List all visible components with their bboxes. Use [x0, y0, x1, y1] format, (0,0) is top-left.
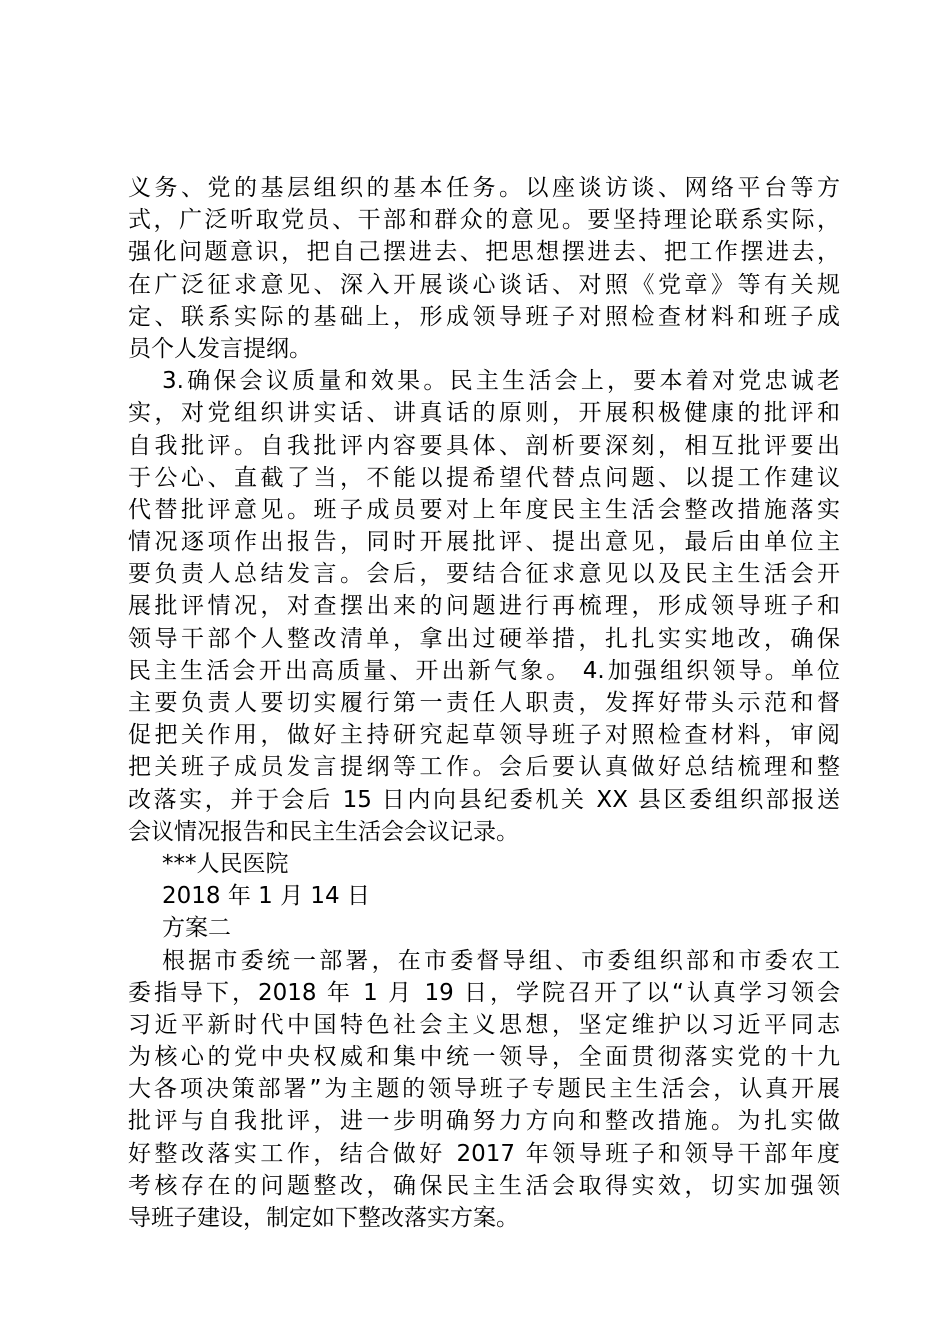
text-line: 方案二: [162, 915, 231, 942]
paragraph: [128, 880, 840, 912]
text-line: 民主生活会开出高质量、开出新气象。 4.加强组织领导。单位: [128, 657, 840, 684]
text-line: 代替批评意见。班子成员要对上年度民主生活会整改措施落实: [128, 496, 840, 523]
text-line: 把关班子成员发言提纲等工作。会后要认真做好总结梳理和整: [128, 754, 840, 781]
text-line: 为核心的党中央权威和集中统一领导，全面贯彻落实党的十九: [128, 1044, 840, 1071]
text-line: 自我批评。自我批评内容要具体、剖析要深刻，相互批评要出: [128, 432, 840, 459]
paragraph: [128, 365, 840, 848]
text-line: 大各项决策部署”为主题的领导班子专题民主生活会，认真开展: [128, 1076, 840, 1103]
text-line: ***人民医院: [162, 850, 289, 877]
text-line: 领导干部个人整改清单，拿出过硬举措，扎扎实实地改，确保: [128, 625, 840, 652]
paragraph: [128, 945, 840, 1235]
text-line: 促把关作用，做好主持研究起草领导班子对照检查材料，审阅: [128, 722, 840, 749]
text-line: 定、联系实际的基础上，形成领导班子对照检查材料和班子成: [128, 303, 840, 330]
paragraph: [128, 912, 840, 944]
text-line: 展批评情况，对查摆出来的问题进行再梳理，形成领导班子和: [128, 593, 840, 620]
text-line: 员个人发言提纲。: [128, 335, 312, 362]
text-line: 于公心、直截了当，不能以提希望代替点问题、以提工作建议: [128, 464, 840, 491]
text-line: 2018 年 1 月 14 日: [162, 883, 370, 910]
text-line: 实，对党组织讲实话、讲真话的原则，开展积极健康的批评和: [128, 400, 840, 427]
text-line: 式，广泛听取党员、干部和群众的意见。要坚持理论联系实际，: [128, 207, 840, 234]
text-line: 批评与自我批评，进一步明确努力方向和整改措施。为扎实做: [128, 1108, 840, 1135]
text-line: 情况逐项作出报告，同时开展批评、提出意见，最后由单位主: [128, 529, 840, 556]
text-line: 会议情况报告和民主生活会会议记录。: [128, 818, 519, 845]
text-line: 根据市委统一部署，在市委督导组、市委组织部和市委农工: [162, 947, 840, 974]
text-line: 考核存在的问题整改，确保民主生活会取得实效，切实加强领: [128, 1172, 840, 1199]
paragraph: [128, 172, 840, 365]
text-line: 义务、党的基层组织的基本任务。以座谈访谈、网络平台等方: [128, 175, 840, 201]
text-line: 主要负责人要切实履行第一责任人职责，发挥好带头示范和督: [128, 690, 840, 716]
text-line: 强化问题意识，把自己摆进去、把思想摆进去、把工作摆进去，: [128, 239, 840, 266]
text-line: 习近平新时代中国特色社会主义思想，坚定维护以习近平同志: [128, 1011, 840, 1038]
text-line: 3.确保会议质量和效果。民主生活会上，要本着对党忠诚老: [162, 368, 840, 395]
text-line: 改落实，并于会后 15 日内向县纪委机关 XX 县区委组织部报送: [128, 786, 840, 813]
text-line: 要负责人总结发言。会后，要结合征求意见以及民主生活会开: [128, 561, 840, 588]
text-line: 在广泛征求意见、深入开展谈心谈话、对照《党章》等有关规: [128, 271, 840, 298]
text-line: 好整改落实工作，结合做好 2017 年领导班子和领导干部年度: [128, 1140, 840, 1167]
text-line: 导班子建设，制定如下整改落实方案。: [128, 1205, 519, 1231]
text-line: 委指导下，2018 年 1 月 19 日，学院召开了以“认真学习领会: [128, 979, 840, 1006]
paragraph: [128, 848, 840, 880]
document-page: [128, 172, 840, 1234]
